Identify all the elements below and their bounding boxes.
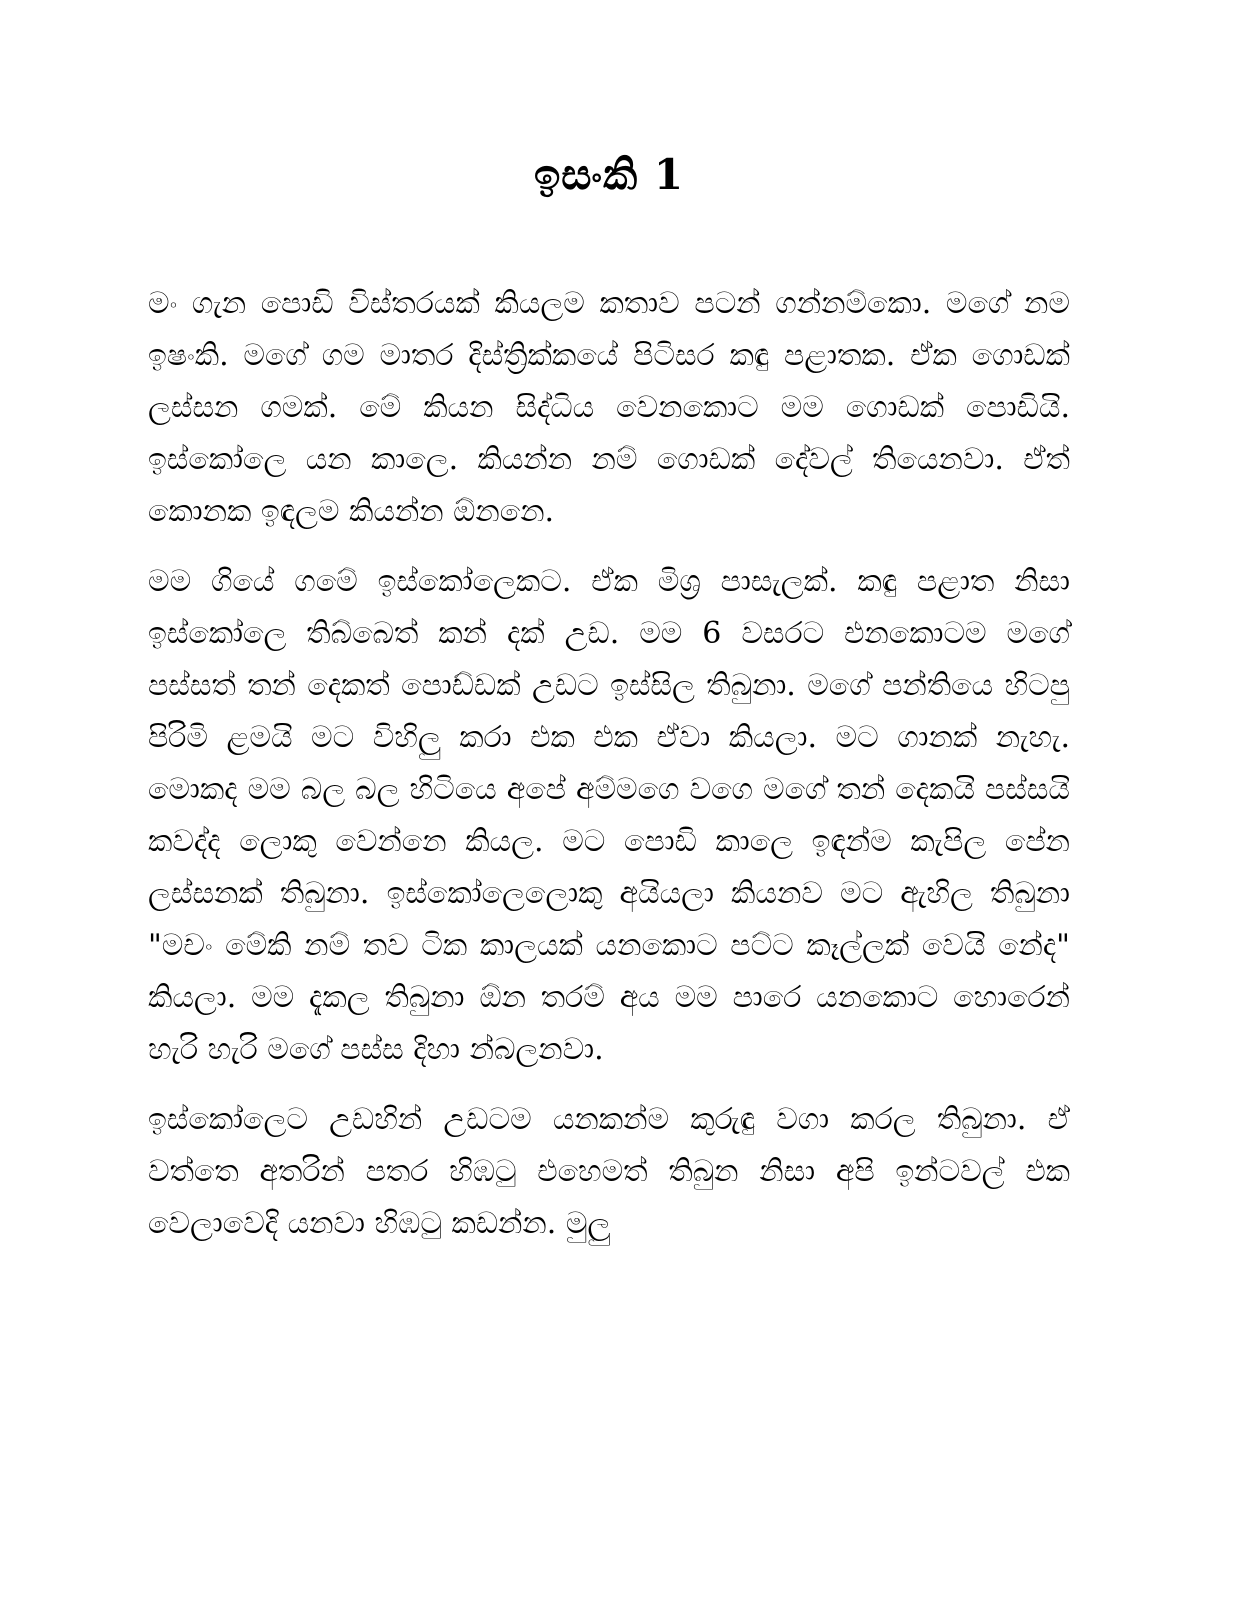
chapter-title: ඉසංකි 1: [533, 150, 685, 199]
paragraph-2: මම ගියේ ගමේ ඉස්කෝලෙකට. ඒක මිශ්‍ර පාසැලක්. කඳු පළාත නිසා ඉස්කෝලෙ තිබ්බෙත් කන් දක් උඩ. මම 6 වසරට එනකොටම මගේ පස්සත් තන් දෙකත් පොඩ්ඩක් උඩට ඉස්සිල තිබුනා. මගේ පන්තියෙ හිටපු පිරිමි ළමයි මට විහිලු කරා එක එක ඒවා කියලා. මට ගානක් නැහැ. මොකද මම බල බල හිටියෙ අපේ අම්මගෙ වගෙ මගේ තන් දෙකයි පස්සයි කවද්ද ලොකු වෙන්නෙ කියල. මට පොඩි කාලෙ ඉඳන්ම කැපිල පේන ලස්සනක් තිබුනා. ඉස්කෝලෙලොකු අයියලා කියනව මට ඇහිල තිබුනා "මචං මේකි නම් තව ටික කාලයක් යනකොට පට්ට කෑල්ලක් වෙයි නේද" කියලා. මම දැකල තිබුනා ඕන තරම් අය මම පාරෙ යනකොට හොරෙන් හැරි හැරි මගේ පස්ස දිහා න්බලනවා.: [148, 564, 1070, 1068]
paragraph-1: මං ගැන පොඩි විස්තරයක් කියලම කතාව පටන් ගන්නම්කො. මගේ නම ඉෂංකි. මගේ ගම මාතර දිස්ත්‍රික්කයේ පිටිසර කඳු පළාතක. ඒක ගොඩක් ලස්සන ගමක්. මේ කියන සිද්ධිය වෙනකොට මම ගොඩක් පොඩියි. ඉස්කෝලෙ යන කාලෙ. කියන්න නම් ගොඩක් දේවල් තියෙනවා. ඒත් කොනක ඉඳලම කියන්න ඕනනෙ.: [148, 286, 1070, 530]
paragraph-3: ඉස්කෝලෙට උඩහින් උඩටම යනකන්ම කුරුඳු වගා කරල තිබුනා. ඒ වත්තෙ අතරින් පතර හිඹටු එහෙමත් තිබුන නිසා අපි ඉන්ටවල් එක වෙලාවෙදි යනවා හිඹටු කඩන්න. මුලු: [148, 1102, 1070, 1242]
